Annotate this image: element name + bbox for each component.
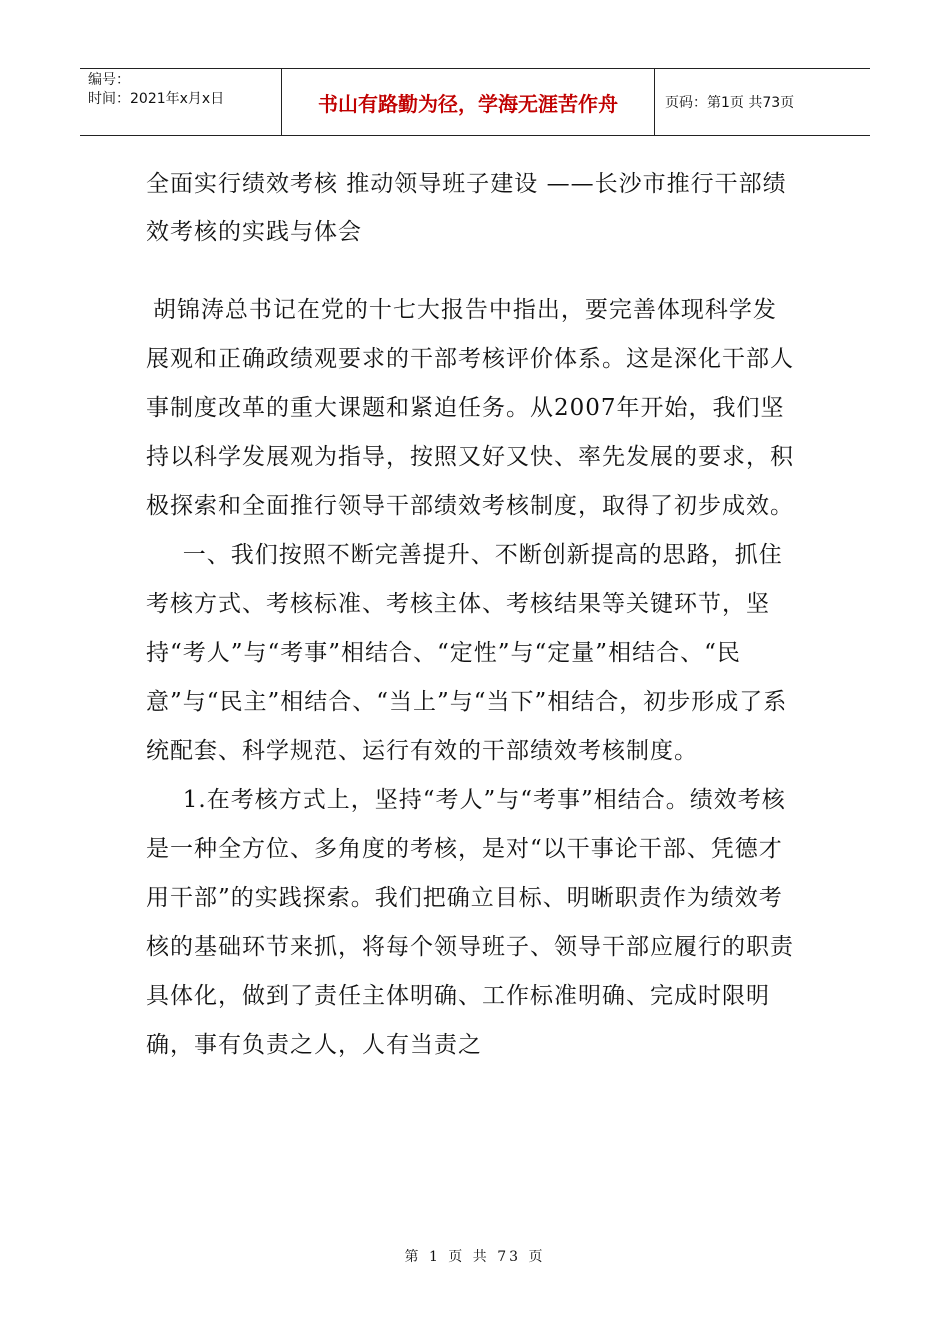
- page-header: [80, 68, 870, 136]
- paragraph-section-one: 一、我们按照不断完善提升、不断创新提高的思路，抓住考核方式、考核标准、考核主体、考核结果等关键环节，坚持“考人”与“考事”相结合、“定性”与“定量”相结合、“民意”与“民主”相结合、“当上”与“当下”相结合，初步形成了系统配套、科学规范、运行有效的干部绩效考核制度。: [146, 542, 788, 764]
- page-footer: 第 1 页 共 73 页: [404, 1249, 546, 1265]
- header-motto: 书山有路勤为径，学海无涯苦作舟: [282, 69, 655, 135]
- header-meta: [80, 69, 282, 135]
- paragraph-item-one: 1.在考核方式上，坚持“考人”与“考事”相结合。绩效考核是一种全方位、多角度的考核，是对“以干事论干部、凭德才用干部”的实践探索。我们把确立目标、明晰职责作为绩效考核的基础环节来抓，将每个领导班子、领导干部应履行的职责具体化，做到了责任主体明确、工作标准明确、完成时限明确，事有负责之人，人有当责之: [146, 787, 794, 1058]
- document-body: [146, 160, 796, 1070]
- paragraph-intro: 胡锦涛总书记在党的十七大报告中指出，要完善体现科学发展观和正确政绩观要求的干部考核评价体系。这是深化干部人事制度改革的重大课题和紧迫任务。从2007年开始，我们坚持以科学发展观为指导，按照又好又快、率先发展的要求，积极探索和全面推行领导干部绩效考核制度，取得了初步成效。: [146, 297, 794, 519]
- number-label: 编号：: [88, 72, 130, 88]
- document-title: 全面实行绩效考核 推动领导班子建设 ——长沙市推行干部绩效考核的实践与体会: [146, 171, 787, 245]
- header-page-label: 页码：第1页 共73页: [665, 95, 795, 111]
- time-label: 时间：2021年x月x日: [88, 91, 225, 107]
